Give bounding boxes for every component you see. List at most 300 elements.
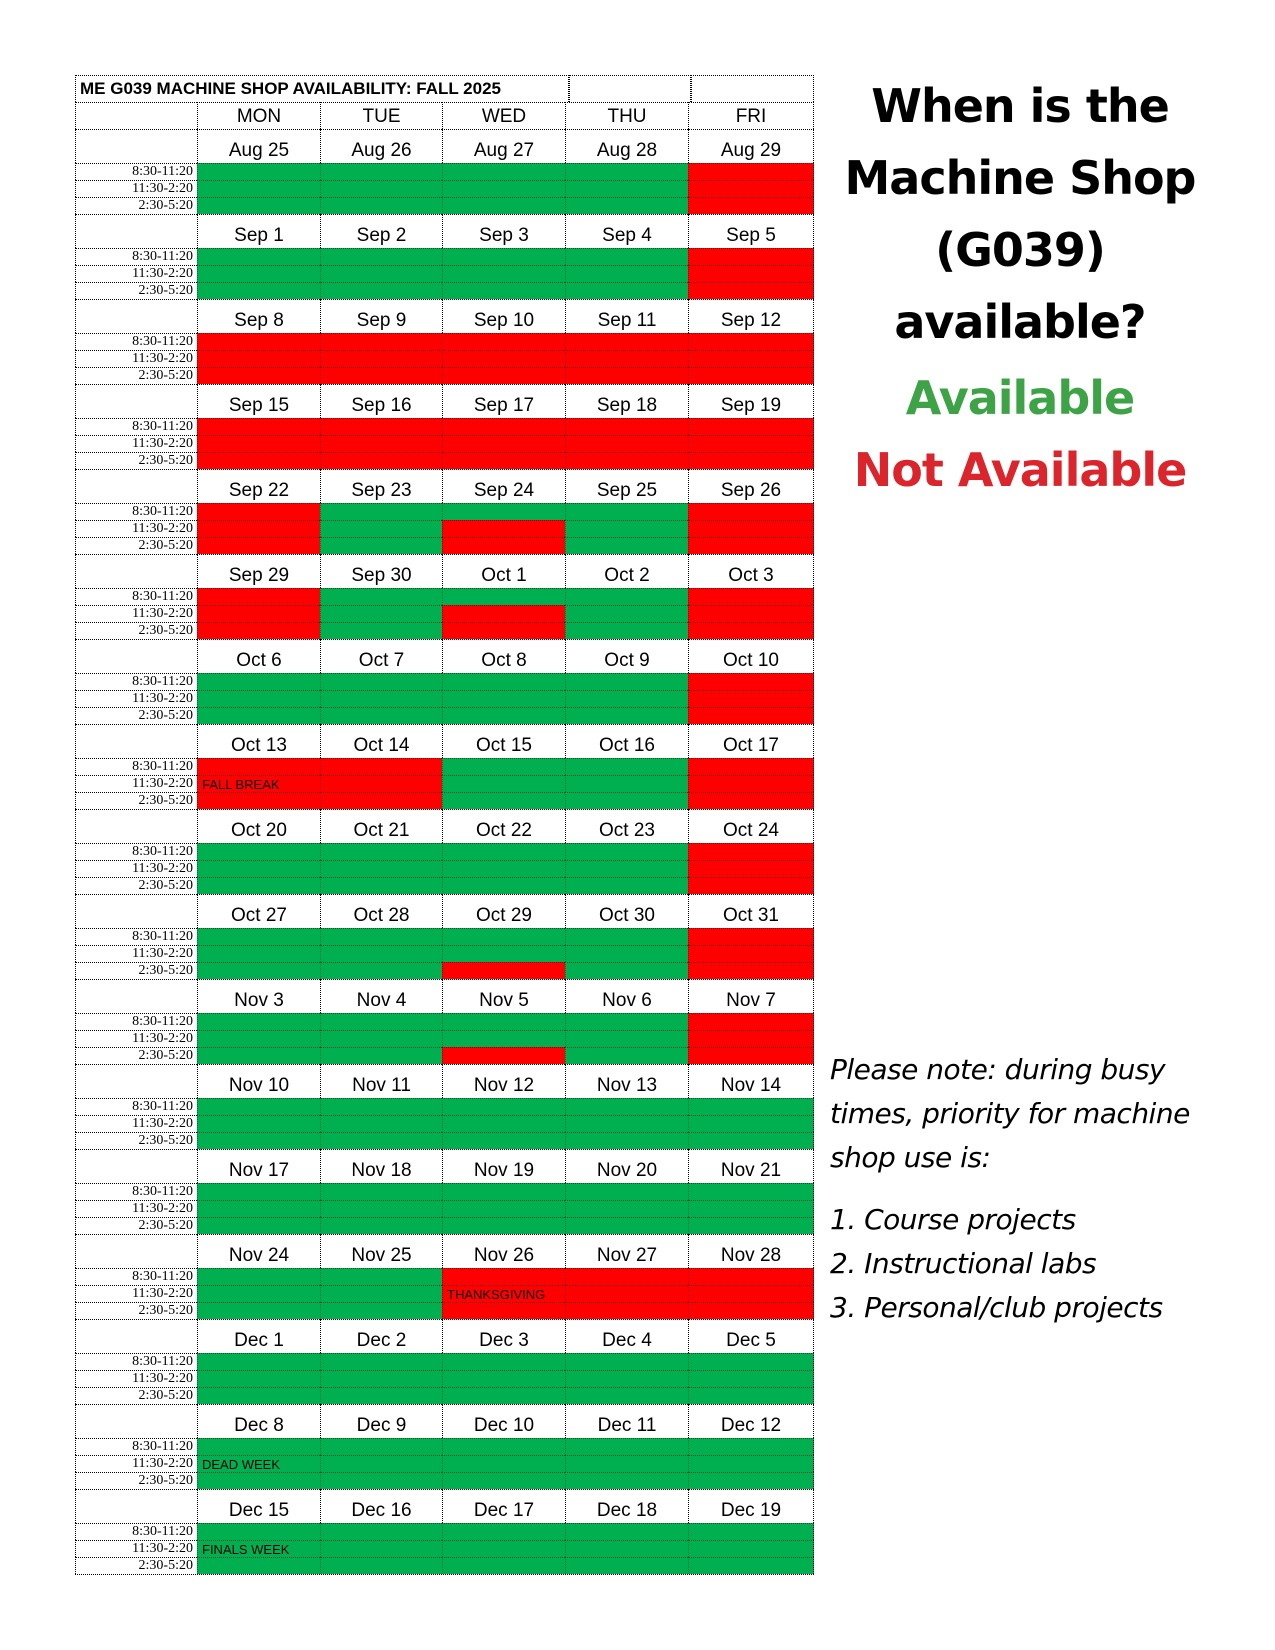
date-cell: Dec 10 xyxy=(442,1404,565,1438)
week-block xyxy=(75,554,814,639)
time-slot-label: 8:30-11:20 xyxy=(75,588,197,605)
time-slot-label: 11:30-2:20 xyxy=(75,690,197,707)
headline-line: Machine Shop xyxy=(844,151,1196,205)
date-cell: Nov 13 xyxy=(565,1064,688,1098)
slot-not-available xyxy=(320,758,442,775)
title-empty-cell xyxy=(569,75,691,102)
date-cell: Dec 5 xyxy=(688,1319,814,1353)
slot-available xyxy=(320,1217,442,1234)
slot-not-available xyxy=(197,435,320,452)
date-cell: Nov 25 xyxy=(320,1234,442,1268)
time-slot-label: 8:30-11:20 xyxy=(75,248,197,265)
slot-available xyxy=(197,945,320,962)
date-cell: Oct 20 xyxy=(197,809,320,843)
slot-not-available xyxy=(197,452,320,469)
slot-available xyxy=(320,282,442,299)
time-slot-label: 11:30-2:20 xyxy=(75,1455,197,1472)
slot-not-available xyxy=(688,1302,814,1319)
date-cell: Oct 9 xyxy=(565,639,688,673)
week-block xyxy=(75,979,814,1064)
time-slot-label: 8:30-11:20 xyxy=(75,1268,197,1285)
date-cell: Oct 24 xyxy=(688,809,814,843)
weekday-header-row xyxy=(75,102,814,129)
slot-not-available xyxy=(197,622,320,639)
slot-available xyxy=(688,1098,814,1115)
slot-available xyxy=(442,775,565,792)
week-label-blank xyxy=(75,129,197,163)
slot-available xyxy=(442,163,565,180)
week-block xyxy=(75,1404,814,1489)
slot-available xyxy=(565,775,688,792)
slot-not-available xyxy=(320,792,442,809)
slot-not-available xyxy=(197,418,320,435)
slot-available xyxy=(320,1115,442,1132)
time-slot-label: 2:30-5:20 xyxy=(75,1557,197,1574)
date-cell: Sep 23 xyxy=(320,469,442,503)
time-slot-label: 11:30-2:20 xyxy=(75,605,197,622)
week-label-blank xyxy=(75,1064,197,1098)
note-line: Please note: during busy xyxy=(830,1053,1166,1086)
week-block xyxy=(75,384,814,469)
slot-available xyxy=(565,962,688,979)
week-label-blank xyxy=(75,809,197,843)
slot-not-available xyxy=(688,622,814,639)
date-cell: Sep 1 xyxy=(197,214,320,248)
date-cell: Sep 9 xyxy=(320,299,442,333)
time-slot-label: 11:30-2:20 xyxy=(75,350,197,367)
slot-available xyxy=(197,1115,320,1132)
slot-available xyxy=(442,1217,565,1234)
week-label-blank xyxy=(75,1149,197,1183)
slot-available xyxy=(320,1370,442,1387)
slot-not-available xyxy=(688,333,814,350)
date-cell: Sep 19 xyxy=(688,384,814,418)
slot-available xyxy=(442,1200,565,1217)
slot-available xyxy=(565,1523,688,1540)
date-cell: Oct 2 xyxy=(565,554,688,588)
date-cell: Oct 23 xyxy=(565,809,688,843)
slot-available xyxy=(442,928,565,945)
slot-available xyxy=(565,1030,688,1047)
slot-available xyxy=(565,707,688,724)
slot-not-available xyxy=(688,1013,814,1030)
slot-not-available xyxy=(320,775,442,792)
date-cell: Nov 3 xyxy=(197,979,320,1013)
title-empty-cell xyxy=(691,75,814,102)
slot-not-available xyxy=(565,1302,688,1319)
slot-available xyxy=(442,673,565,690)
date-cell: Dec 2 xyxy=(320,1319,442,1353)
time-slot-label: 11:30-2:20 xyxy=(75,180,197,197)
date-cell: Nov 14 xyxy=(688,1064,814,1098)
slot-available xyxy=(565,1353,688,1370)
date-cell: Dec 9 xyxy=(320,1404,442,1438)
date-cell: Oct 13 xyxy=(197,724,320,758)
date-cell: Sep 17 xyxy=(442,384,565,418)
legend-not-available: Not Available xyxy=(853,443,1187,497)
slot-available xyxy=(442,265,565,282)
time-slot-label: 2:30-5:20 xyxy=(75,1472,197,1489)
slot-not-available xyxy=(320,452,442,469)
slot-available xyxy=(565,180,688,197)
date-cell: Oct 1 xyxy=(442,554,565,588)
slot-available xyxy=(565,843,688,860)
slot-available xyxy=(320,1098,442,1115)
time-slot-label: 8:30-11:20 xyxy=(75,673,197,690)
time-slot-label: 11:30-2:20 xyxy=(75,860,197,877)
slot-available xyxy=(565,1217,688,1234)
week-block xyxy=(75,894,814,979)
date-cell: Sep 3 xyxy=(442,214,565,248)
slot-available xyxy=(320,265,442,282)
week-label-blank xyxy=(75,214,197,248)
slot-not-available xyxy=(197,792,320,809)
date-cell: Nov 21 xyxy=(688,1149,814,1183)
week-block xyxy=(75,129,814,214)
priority-item: 3. Personal/club projects xyxy=(830,1291,1163,1324)
slot-available xyxy=(442,877,565,894)
slot-available xyxy=(565,282,688,299)
slot-available xyxy=(197,1285,320,1302)
slot-available xyxy=(565,877,688,894)
slot-available xyxy=(565,928,688,945)
slot-available xyxy=(320,928,442,945)
slot-available xyxy=(565,1557,688,1574)
slot-not-available xyxy=(688,758,814,775)
slot-available xyxy=(320,945,442,962)
slot-not-available xyxy=(688,843,814,860)
slot-not-available xyxy=(688,435,814,452)
slot-available xyxy=(197,1353,320,1370)
week-block xyxy=(75,639,814,724)
slot-not-available xyxy=(688,1268,814,1285)
slot-available xyxy=(565,1540,688,1557)
week-label-blank xyxy=(75,1319,197,1353)
slot-available xyxy=(565,265,688,282)
date-cell: Sep 30 xyxy=(320,554,442,588)
weeks-container xyxy=(75,129,814,1575)
priority-list xyxy=(830,1198,1250,1330)
slot-available xyxy=(688,1387,814,1404)
time-slot-label: 2:30-5:20 xyxy=(75,367,197,384)
slot-available xyxy=(320,1438,442,1455)
slot-available xyxy=(320,1200,442,1217)
date-cell: Sep 4 xyxy=(565,214,688,248)
slot-not-available xyxy=(442,1285,565,1302)
slot-available xyxy=(197,1217,320,1234)
time-slot-label: 2:30-5:20 xyxy=(75,197,197,214)
slot-available xyxy=(197,707,320,724)
slot-available xyxy=(320,520,442,537)
slot-available xyxy=(442,1030,565,1047)
date-cell: Dec 12 xyxy=(688,1404,814,1438)
slot-available xyxy=(320,707,442,724)
time-slot-label: 2:30-5:20 xyxy=(75,1387,197,1404)
slot-available xyxy=(565,1115,688,1132)
slot-available xyxy=(320,605,442,622)
slot-not-available xyxy=(565,418,688,435)
time-slot-label: 8:30-11:20 xyxy=(75,163,197,180)
date-cell: Nov 12 xyxy=(442,1064,565,1098)
slot-available xyxy=(442,1013,565,1030)
slot-not-available xyxy=(197,350,320,367)
slot-available xyxy=(320,1302,442,1319)
slot-not-available xyxy=(688,1047,814,1064)
slot-not-available xyxy=(320,333,442,350)
slot-available xyxy=(688,1472,814,1489)
weekday-tue: TUE xyxy=(320,102,442,129)
time-slot-label: 11:30-2:20 xyxy=(75,520,197,537)
date-cell: Oct 22 xyxy=(442,809,565,843)
schedule-title-row xyxy=(75,75,814,102)
week-label-blank xyxy=(75,554,197,588)
slot-available xyxy=(320,537,442,554)
legend-available: Available xyxy=(905,371,1135,425)
slot-not-available xyxy=(442,537,565,554)
slot-not-available xyxy=(442,452,565,469)
slot-available xyxy=(320,248,442,265)
date-cell: Oct 27 xyxy=(197,894,320,928)
slot-not-available xyxy=(688,707,814,724)
slot-not-available xyxy=(565,1285,688,1302)
slot-available xyxy=(688,1370,814,1387)
date-cell: Nov 24 xyxy=(197,1234,320,1268)
time-slot-label: 11:30-2:20 xyxy=(75,435,197,452)
slot-available xyxy=(197,1438,320,1455)
slot-not-available xyxy=(688,180,814,197)
slot-not-available xyxy=(688,962,814,979)
slot-available xyxy=(565,605,688,622)
slot-not-available xyxy=(688,605,814,622)
time-slot-label: 2:30-5:20 xyxy=(75,1132,197,1149)
slot-available xyxy=(565,1370,688,1387)
slot-available xyxy=(197,248,320,265)
schedule-title: ME G039 MACHINE SHOP AVAILABILITY: FALL 2025 xyxy=(75,75,569,102)
date-cell: Oct 16 xyxy=(565,724,688,758)
week-block xyxy=(75,1149,814,1234)
date-cell: Oct 28 xyxy=(320,894,442,928)
slot-available xyxy=(442,282,565,299)
slot-available xyxy=(688,1353,814,1370)
slot-available xyxy=(565,1098,688,1115)
slot-available xyxy=(320,503,442,520)
date-cell: Sep 11 xyxy=(565,299,688,333)
date-cell: Nov 4 xyxy=(320,979,442,1013)
slot-available xyxy=(565,588,688,605)
slot-available xyxy=(442,707,565,724)
date-cell: Dec 1 xyxy=(197,1319,320,1353)
slot-available xyxy=(688,1523,814,1540)
slot-available xyxy=(197,1387,320,1404)
slot-available xyxy=(197,1030,320,1047)
slot-available xyxy=(197,690,320,707)
slot-not-available xyxy=(442,333,565,350)
slot-available xyxy=(442,860,565,877)
slot-not-available xyxy=(442,1047,565,1064)
slot-available xyxy=(565,1472,688,1489)
slot-available xyxy=(442,758,565,775)
date-cell: Oct 10 xyxy=(688,639,814,673)
date-cell: Nov 19 xyxy=(442,1149,565,1183)
slot-available xyxy=(442,1557,565,1574)
date-cell: Sep 18 xyxy=(565,384,688,418)
slot-not-available xyxy=(688,537,814,554)
time-slot-label: 2:30-5:20 xyxy=(75,537,197,554)
note-line: shop use is: xyxy=(830,1141,991,1174)
slot-available xyxy=(565,690,688,707)
week-label-blank xyxy=(75,979,197,1013)
slot-not-available xyxy=(688,945,814,962)
slot-not-available xyxy=(320,435,442,452)
time-slot-label: 11:30-2:20 xyxy=(75,945,197,962)
slot-not-available xyxy=(197,537,320,554)
slot-not-available xyxy=(688,928,814,945)
slot-available xyxy=(320,163,442,180)
slot-available xyxy=(320,197,442,214)
time-slot-label: 8:30-11:20 xyxy=(75,1438,197,1455)
slot-not-available xyxy=(565,350,688,367)
slot-not-available xyxy=(688,197,814,214)
slot-available xyxy=(320,1030,442,1047)
slot-available xyxy=(197,1183,320,1200)
slot-available xyxy=(442,588,565,605)
slot-available xyxy=(197,1472,320,1489)
slot-not-available xyxy=(442,520,565,537)
slot-not-available xyxy=(197,588,320,605)
slot-not-available xyxy=(320,418,442,435)
time-slot-label: 8:30-11:20 xyxy=(75,758,197,775)
slot-available xyxy=(320,1523,442,1540)
slot-available xyxy=(688,1200,814,1217)
slot-available xyxy=(320,1472,442,1489)
week-label-blank xyxy=(75,469,197,503)
slot-available xyxy=(197,860,320,877)
slot-available xyxy=(197,265,320,282)
date-cell: Nov 5 xyxy=(442,979,565,1013)
slot-available xyxy=(320,1268,442,1285)
slot-available xyxy=(197,1132,320,1149)
week-label-blank xyxy=(75,1234,197,1268)
slot-not-available xyxy=(688,248,814,265)
date-cell: Sep 29 xyxy=(197,554,320,588)
week-block xyxy=(75,1064,814,1149)
date-cell: Sep 8 xyxy=(197,299,320,333)
slot-available xyxy=(320,860,442,877)
date-cell: Oct 31 xyxy=(688,894,814,928)
date-cell: Sep 5 xyxy=(688,214,814,248)
slot-available xyxy=(320,843,442,860)
slot-not-available xyxy=(442,1268,565,1285)
time-slot-label: 8:30-11:20 xyxy=(75,503,197,520)
slot-not-available xyxy=(442,435,565,452)
slot-available xyxy=(320,962,442,979)
date-cell: Oct 7 xyxy=(320,639,442,673)
week-block xyxy=(75,1319,814,1404)
slot-available xyxy=(565,792,688,809)
date-cell: Oct 15 xyxy=(442,724,565,758)
date-cell: Sep 16 xyxy=(320,384,442,418)
slot-available xyxy=(197,962,320,979)
slot-not-available xyxy=(688,673,814,690)
slot-available xyxy=(320,1557,442,1574)
date-cell: Aug 27 xyxy=(442,129,565,163)
priority-item: 2. Instructional labs xyxy=(830,1247,1097,1280)
slot-available xyxy=(565,248,688,265)
date-cell: Oct 8 xyxy=(442,639,565,673)
time-slot-label: 11:30-2:20 xyxy=(75,1285,197,1302)
slot-not-available xyxy=(688,163,814,180)
slot-not-available xyxy=(442,1302,565,1319)
slot-available xyxy=(565,1132,688,1149)
slot-available xyxy=(442,1115,565,1132)
slot-available xyxy=(442,1540,565,1557)
headline-line: When is the xyxy=(871,79,1169,133)
slot-not-available xyxy=(688,265,814,282)
slot-available xyxy=(442,1132,565,1149)
slot-available xyxy=(442,1353,565,1370)
slot-available xyxy=(565,1455,688,1472)
date-cell: Nov 26 xyxy=(442,1234,565,1268)
date-cell: Oct 3 xyxy=(688,554,814,588)
slot-available xyxy=(320,180,442,197)
slot-available xyxy=(565,1438,688,1455)
headline xyxy=(820,70,1220,358)
slot-not-available xyxy=(688,367,814,384)
slot-available xyxy=(320,1455,442,1472)
slot-available xyxy=(442,1455,565,1472)
slot-available xyxy=(688,1115,814,1132)
slot-available xyxy=(197,877,320,894)
slot-not-available xyxy=(688,350,814,367)
time-slot-label: 11:30-2:20 xyxy=(75,1370,197,1387)
slot-available xyxy=(320,1387,442,1404)
date-cell: Sep 25 xyxy=(565,469,688,503)
slot-available xyxy=(197,1540,320,1557)
priority-item: 1. Course projects xyxy=(830,1203,1076,1236)
priority-note xyxy=(830,1048,1250,1180)
week-block xyxy=(75,299,814,384)
headline-line: (G039) available? xyxy=(894,223,1146,349)
week-block xyxy=(75,214,814,299)
slot-available xyxy=(565,1013,688,1030)
slot-not-available xyxy=(197,520,320,537)
time-slot-label: 8:30-11:20 xyxy=(75,1183,197,1200)
date-cell: Nov 17 xyxy=(197,1149,320,1183)
slot-available xyxy=(688,1540,814,1557)
slot-not-available xyxy=(688,452,814,469)
slot-not-available xyxy=(688,520,814,537)
slot-available xyxy=(688,1455,814,1472)
slot-available xyxy=(442,1370,565,1387)
date-cell: Nov 18 xyxy=(320,1149,442,1183)
time-slot-label: 2:30-5:20 xyxy=(75,1302,197,1319)
weekday-mon: MON xyxy=(197,102,320,129)
time-slot-label: 2:30-5:20 xyxy=(75,452,197,469)
slot-available xyxy=(442,843,565,860)
time-slot-label: 11:30-2:20 xyxy=(75,1030,197,1047)
slot-not-available xyxy=(565,435,688,452)
date-cell: Oct 6 xyxy=(197,639,320,673)
slot-available xyxy=(442,1523,565,1540)
week-label-blank xyxy=(75,384,197,418)
date-cell: Sep 2 xyxy=(320,214,442,248)
slot-available xyxy=(442,1098,565,1115)
slot-available xyxy=(320,877,442,894)
week-label-blank xyxy=(75,639,197,673)
slot-not-available xyxy=(442,622,565,639)
week-label-blank xyxy=(75,894,197,928)
slot-available xyxy=(197,1523,320,1540)
